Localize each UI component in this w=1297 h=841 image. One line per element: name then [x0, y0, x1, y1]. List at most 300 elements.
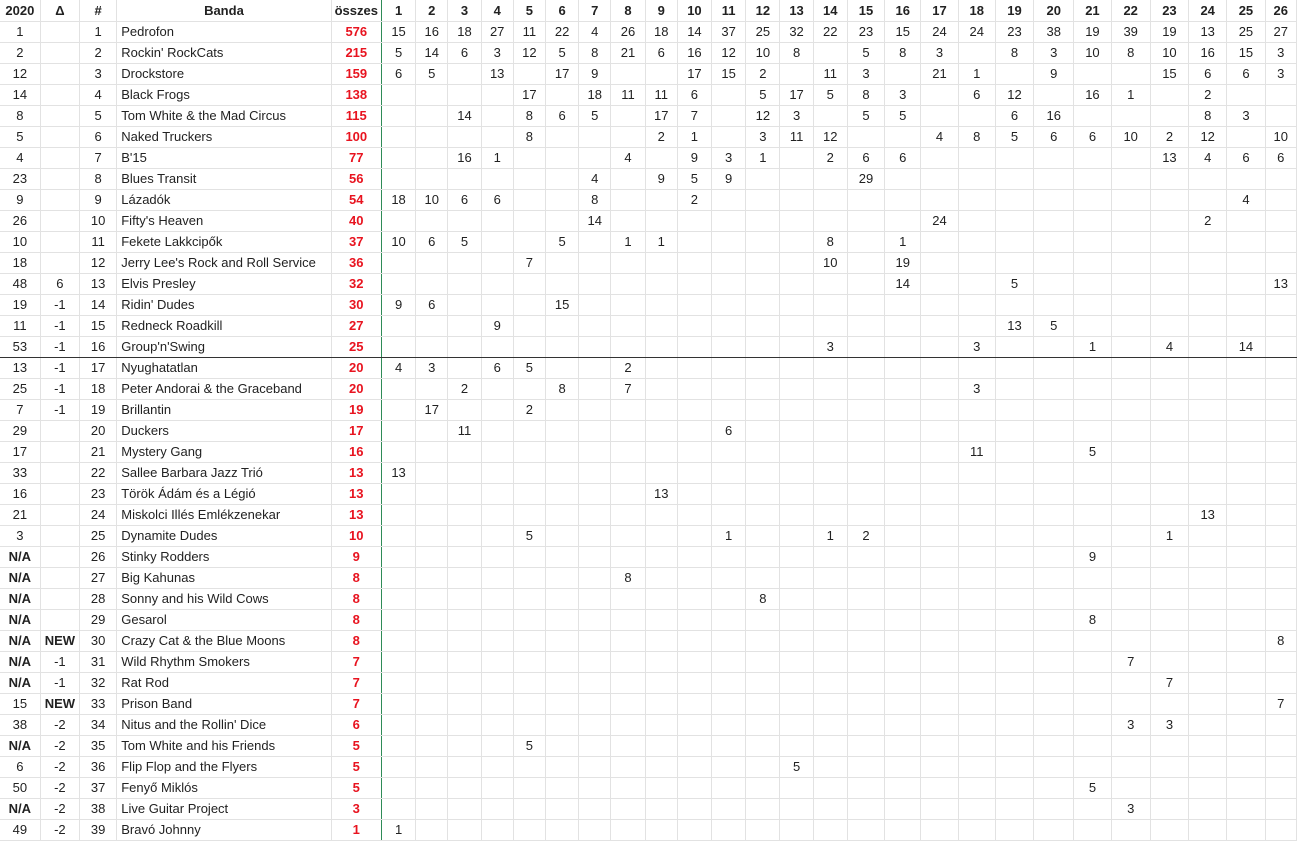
cell-round-8[interactable] [611, 295, 645, 316]
cell-round-23[interactable] [1150, 610, 1188, 631]
cell-round-2[interactable] [416, 715, 448, 736]
cell-round-23[interactable] [1150, 484, 1188, 505]
cell-round-11[interactable] [712, 715, 746, 736]
cell-rank[interactable]: 32 [80, 673, 117, 694]
cell-total[interactable]: 5 [331, 757, 381, 778]
cell-round-21[interactable]: 9 [1074, 547, 1111, 568]
cell-round-8[interactable] [611, 421, 645, 442]
cell-round-5[interactable]: 17 [513, 85, 545, 106]
cell-round-9[interactable] [645, 526, 677, 547]
cell-round-12[interactable] [746, 610, 780, 631]
cell-round-6[interactable] [545, 463, 578, 484]
cell-round-22[interactable] [1111, 505, 1150, 526]
header-round-7[interactable]: 7 [579, 0, 611, 22]
cell-round-8[interactable] [611, 652, 645, 673]
cell-round-1[interactable] [381, 757, 415, 778]
cell-round-8[interactable] [611, 253, 645, 274]
cell-round-21[interactable] [1074, 148, 1111, 169]
cell-round-10[interactable] [677, 547, 711, 568]
cell-band-name[interactable]: Elvis Presley [117, 274, 331, 295]
cell-round-7[interactable] [579, 736, 611, 757]
cell-round-8[interactable]: 7 [611, 379, 645, 400]
cell-round-7[interactable] [579, 358, 611, 379]
cell-band-name[interactable]: Jerry Lee's Rock and Roll Service [117, 253, 331, 274]
cell-round-11[interactable] [712, 547, 746, 568]
header-round-2[interactable]: 2 [416, 0, 448, 22]
cell-round-16[interactable]: 1 [885, 232, 921, 253]
cell-round-6[interactable]: 6 [545, 106, 578, 127]
cell-round-10[interactable] [677, 358, 711, 379]
cell-round-5[interactable] [513, 505, 545, 526]
cell-round-12[interactable] [746, 253, 780, 274]
cell-round-17[interactable] [921, 400, 958, 421]
cell-round-20[interactable] [1034, 778, 1074, 799]
cell-round-24[interactable] [1189, 547, 1227, 568]
cell-round-16[interactable] [885, 757, 921, 778]
cell-round-16[interactable] [885, 715, 921, 736]
cell-round-14[interactable]: 22 [813, 22, 847, 43]
cell-round-26[interactable]: 7 [1265, 694, 1296, 715]
cell-round-3[interactable] [448, 673, 481, 694]
cell-round-3[interactable] [448, 484, 481, 505]
cell-round-19[interactable]: 13 [995, 316, 1033, 337]
cell-2020[interactable]: 9 [0, 190, 40, 211]
cell-round-20[interactable] [1034, 505, 1074, 526]
cell-round-16[interactable]: 14 [885, 274, 921, 295]
cell-round-18[interactable] [958, 358, 995, 379]
cell-round-6[interactable] [545, 547, 578, 568]
cell-total[interactable]: 138 [331, 85, 381, 106]
cell-round-12[interactable]: 10 [746, 43, 780, 64]
cell-total[interactable]: 7 [331, 652, 381, 673]
cell-round-20[interactable] [1034, 547, 1074, 568]
cell-delta[interactable] [40, 22, 79, 43]
cell-round-19[interactable] [995, 400, 1033, 421]
cell-round-22[interactable]: 39 [1111, 22, 1150, 43]
cell-2020[interactable]: 29 [0, 421, 40, 442]
cell-round-4[interactable] [481, 169, 513, 190]
cell-round-14[interactable] [813, 400, 847, 421]
cell-round-23[interactable] [1150, 358, 1188, 379]
cell-round-17[interactable] [921, 190, 958, 211]
cell-round-22[interactable]: 10 [1111, 127, 1150, 148]
cell-round-3[interactable]: 18 [448, 22, 481, 43]
cell-round-16[interactable] [885, 190, 921, 211]
cell-round-5[interactable] [513, 652, 545, 673]
cell-band-name[interactable]: Nyughatatlan [117, 358, 331, 379]
cell-round-24[interactable] [1189, 232, 1227, 253]
cell-band-name[interactable]: Live Guitar Project [117, 799, 331, 820]
cell-round-23[interactable] [1150, 400, 1188, 421]
cell-round-11[interactable] [712, 295, 746, 316]
cell-round-14[interactable]: 11 [813, 64, 847, 85]
cell-round-11[interactable]: 9 [712, 169, 746, 190]
cell-round-20[interactable] [1034, 379, 1074, 400]
cell-round-25[interactable] [1227, 673, 1265, 694]
cell-round-12[interactable] [746, 232, 780, 253]
cell-round-24[interactable]: 12 [1189, 127, 1227, 148]
cell-round-4[interactable]: 3 [481, 43, 513, 64]
cell-round-13[interactable] [780, 253, 813, 274]
header-round-17[interactable]: 17 [921, 0, 958, 22]
cell-round-25[interactable]: 6 [1227, 64, 1265, 85]
cell-round-24[interactable] [1189, 757, 1227, 778]
cell-round-22[interactable]: 1 [1111, 85, 1150, 106]
cell-round-19[interactable]: 8 [995, 43, 1033, 64]
cell-round-4[interactable] [481, 673, 513, 694]
cell-round-18[interactable] [958, 736, 995, 757]
cell-round-7[interactable] [579, 820, 611, 841]
header-round-11[interactable]: 11 [712, 0, 746, 22]
cell-round-12[interactable] [746, 337, 780, 358]
cell-round-12[interactable] [746, 463, 780, 484]
cell-round-3[interactable] [448, 568, 481, 589]
cell-delta[interactable] [40, 484, 79, 505]
cell-rank[interactable]: 29 [80, 610, 117, 631]
cell-round-20[interactable] [1034, 358, 1074, 379]
cell-round-19[interactable] [995, 568, 1033, 589]
cell-round-17[interactable] [921, 106, 958, 127]
cell-round-21[interactable] [1074, 232, 1111, 253]
cell-round-7[interactable] [579, 694, 611, 715]
cell-round-10[interactable] [677, 757, 711, 778]
cell-round-9[interactable] [645, 295, 677, 316]
cell-round-15[interactable] [847, 568, 884, 589]
cell-round-26[interactable] [1265, 85, 1296, 106]
cell-round-4[interactable] [481, 106, 513, 127]
cell-round-19[interactable] [995, 757, 1033, 778]
cell-round-19[interactable] [995, 799, 1033, 820]
cell-round-24[interactable] [1189, 736, 1227, 757]
cell-round-14[interactable] [813, 274, 847, 295]
cell-round-9[interactable] [645, 547, 677, 568]
cell-2020[interactable]: 50 [0, 778, 40, 799]
cell-round-16[interactable] [885, 463, 921, 484]
cell-round-16[interactable]: 15 [885, 22, 921, 43]
cell-round-12[interactable] [746, 715, 780, 736]
cell-round-7[interactable]: 9 [579, 64, 611, 85]
cell-round-4[interactable]: 6 [481, 190, 513, 211]
cell-round-23[interactable]: 1 [1150, 526, 1188, 547]
cell-round-5[interactable] [513, 316, 545, 337]
cell-round-3[interactable] [448, 358, 481, 379]
cell-round-14[interactable] [813, 568, 847, 589]
header-round-16[interactable]: 16 [885, 0, 921, 22]
cell-round-23[interactable]: 13 [1150, 148, 1188, 169]
cell-round-4[interactable]: 6 [481, 358, 513, 379]
cell-delta[interactable] [40, 442, 79, 463]
cell-round-19[interactable] [995, 232, 1033, 253]
cell-round-24[interactable] [1189, 190, 1227, 211]
cell-round-6[interactable]: 5 [545, 43, 578, 64]
cell-2020[interactable]: 3 [0, 526, 40, 547]
cell-round-14[interactable] [813, 169, 847, 190]
cell-total[interactable]: 3 [331, 799, 381, 820]
cell-round-8[interactable] [611, 736, 645, 757]
cell-total[interactable]: 30 [331, 295, 381, 316]
cell-round-15[interactable] [847, 358, 884, 379]
cell-round-16[interactable]: 3 [885, 85, 921, 106]
cell-band-name[interactable]: Miskolci Illés Emlékzenekar [117, 505, 331, 526]
cell-round-1[interactable] [381, 148, 415, 169]
cell-round-18[interactable] [958, 169, 995, 190]
cell-round-24[interactable] [1189, 589, 1227, 610]
cell-delta[interactable]: -1 [40, 337, 79, 358]
cell-round-6[interactable] [545, 757, 578, 778]
cell-2020[interactable]: 8 [0, 106, 40, 127]
cell-band-name[interactable]: Naked Truckers [117, 127, 331, 148]
cell-round-24[interactable]: 4 [1189, 148, 1227, 169]
cell-round-19[interactable]: 5 [995, 274, 1033, 295]
cell-round-6[interactable] [545, 694, 578, 715]
cell-round-20[interactable] [1034, 232, 1074, 253]
cell-round-18[interactable]: 1 [958, 64, 995, 85]
cell-round-25[interactable] [1227, 799, 1265, 820]
cell-round-4[interactable] [481, 820, 513, 841]
cell-round-20[interactable] [1034, 715, 1074, 736]
cell-round-9[interactable]: 18 [645, 22, 677, 43]
cell-round-22[interactable] [1111, 484, 1150, 505]
cell-2020[interactable]: N/A [0, 589, 40, 610]
cell-round-12[interactable]: 1 [746, 148, 780, 169]
cell-round-25[interactable] [1227, 652, 1265, 673]
cell-round-21[interactable] [1074, 358, 1111, 379]
cell-round-8[interactable] [611, 610, 645, 631]
cell-round-8[interactable] [611, 757, 645, 778]
cell-round-15[interactable] [847, 463, 884, 484]
cell-round-17[interactable]: 3 [921, 43, 958, 64]
cell-round-20[interactable] [1034, 85, 1074, 106]
cell-round-4[interactable] [481, 379, 513, 400]
cell-round-1[interactable] [381, 568, 415, 589]
cell-delta[interactable] [40, 253, 79, 274]
cell-round-19[interactable] [995, 589, 1033, 610]
cell-round-23[interactable]: 4 [1150, 337, 1188, 358]
cell-round-22[interactable] [1111, 169, 1150, 190]
cell-round-13[interactable] [780, 232, 813, 253]
cell-round-23[interactable] [1150, 421, 1188, 442]
cell-round-17[interactable] [921, 232, 958, 253]
cell-round-19[interactable] [995, 526, 1033, 547]
cell-round-19[interactable] [995, 778, 1033, 799]
cell-round-12[interactable]: 25 [746, 22, 780, 43]
cell-round-12[interactable] [746, 421, 780, 442]
cell-round-26[interactable]: 3 [1265, 43, 1296, 64]
cell-round-8[interactable] [611, 337, 645, 358]
cell-round-5[interactable]: 5 [513, 526, 545, 547]
cell-round-22[interactable] [1111, 589, 1150, 610]
cell-round-3[interactable] [448, 652, 481, 673]
cell-round-25[interactable] [1227, 778, 1265, 799]
cell-round-6[interactable] [545, 652, 578, 673]
cell-round-16[interactable] [885, 505, 921, 526]
cell-round-17[interactable]: 4 [921, 127, 958, 148]
cell-round-5[interactable] [513, 547, 545, 568]
cell-round-3[interactable]: 14 [448, 106, 481, 127]
cell-round-8[interactable] [611, 694, 645, 715]
cell-round-1[interactable] [381, 652, 415, 673]
cell-round-1[interactable] [381, 736, 415, 757]
cell-2020[interactable]: N/A [0, 673, 40, 694]
cell-round-23[interactable] [1150, 778, 1188, 799]
cell-round-14[interactable] [813, 757, 847, 778]
cell-round-24[interactable] [1189, 799, 1227, 820]
cell-round-5[interactable] [513, 64, 545, 85]
cell-round-14[interactable] [813, 190, 847, 211]
cell-total[interactable]: 54 [331, 190, 381, 211]
cell-round-2[interactable] [416, 421, 448, 442]
cell-round-24[interactable]: 13 [1189, 22, 1227, 43]
cell-round-14[interactable]: 3 [813, 337, 847, 358]
cell-round-15[interactable] [847, 673, 884, 694]
cell-round-20[interactable] [1034, 253, 1074, 274]
cell-round-10[interactable] [677, 295, 711, 316]
cell-round-10[interactable] [677, 400, 711, 421]
cell-rank[interactable]: 11 [80, 232, 117, 253]
cell-round-7[interactable] [579, 421, 611, 442]
cell-round-26[interactable] [1265, 673, 1296, 694]
cell-round-4[interactable] [481, 274, 513, 295]
cell-round-1[interactable] [381, 169, 415, 190]
cell-round-16[interactable] [885, 295, 921, 316]
cell-round-16[interactable] [885, 631, 921, 652]
cell-round-23[interactable] [1150, 295, 1188, 316]
cell-round-5[interactable] [513, 232, 545, 253]
cell-round-9[interactable]: 2 [645, 127, 677, 148]
cell-round-3[interactable] [448, 463, 481, 484]
cell-total[interactable]: 10 [331, 526, 381, 547]
cell-round-7[interactable] [579, 316, 611, 337]
cell-round-17[interactable] [921, 526, 958, 547]
cell-round-19[interactable] [995, 148, 1033, 169]
cell-round-10[interactable] [677, 337, 711, 358]
cell-band-name[interactable]: Black Frogs [117, 85, 331, 106]
cell-total[interactable]: 5 [331, 778, 381, 799]
cell-band-name[interactable]: Mystery Gang [117, 442, 331, 463]
cell-round-22[interactable] [1111, 232, 1150, 253]
cell-round-14[interactable] [813, 547, 847, 568]
cell-round-12[interactable]: 2 [746, 64, 780, 85]
cell-round-2[interactable] [416, 85, 448, 106]
cell-round-25[interactable] [1227, 736, 1265, 757]
cell-round-3[interactable] [448, 253, 481, 274]
cell-round-20[interactable] [1034, 631, 1074, 652]
cell-round-15[interactable] [847, 778, 884, 799]
cell-round-4[interactable] [481, 463, 513, 484]
cell-round-22[interactable] [1111, 568, 1150, 589]
cell-delta[interactable]: -1 [40, 379, 79, 400]
cell-round-17[interactable] [921, 484, 958, 505]
cell-round-21[interactable] [1074, 631, 1111, 652]
cell-round-9[interactable] [645, 568, 677, 589]
cell-round-15[interactable]: 5 [847, 43, 884, 64]
cell-round-17[interactable] [921, 379, 958, 400]
cell-round-10[interactable]: 2 [677, 190, 711, 211]
cell-delta[interactable] [40, 85, 79, 106]
cell-round-13[interactable] [780, 64, 813, 85]
cell-round-16[interactable] [885, 694, 921, 715]
cell-round-13[interactable] [780, 421, 813, 442]
cell-round-18[interactable] [958, 274, 995, 295]
cell-round-12[interactable] [746, 631, 780, 652]
cell-round-4[interactable] [481, 568, 513, 589]
cell-delta[interactable] [40, 106, 79, 127]
cell-round-14[interactable] [813, 589, 847, 610]
cell-round-7[interactable] [579, 673, 611, 694]
cell-round-18[interactable] [958, 715, 995, 736]
cell-band-name[interactable]: Rockin' RockCats [117, 43, 331, 64]
cell-round-7[interactable] [579, 757, 611, 778]
cell-round-18[interactable] [958, 652, 995, 673]
cell-round-25[interactable] [1227, 568, 1265, 589]
cell-2020[interactable]: 7 [0, 400, 40, 421]
cell-round-6[interactable] [545, 484, 578, 505]
cell-round-2[interactable] [416, 778, 448, 799]
cell-round-16[interactable] [885, 820, 921, 841]
cell-round-19[interactable] [995, 421, 1033, 442]
cell-round-2[interactable] [416, 736, 448, 757]
cell-round-13[interactable] [780, 694, 813, 715]
cell-round-10[interactable] [677, 505, 711, 526]
cell-round-10[interactable] [677, 694, 711, 715]
cell-round-11[interactable] [712, 232, 746, 253]
cell-delta[interactable] [40, 232, 79, 253]
cell-band-name[interactable]: Bravó Johnny [117, 820, 331, 841]
cell-round-10[interactable] [677, 610, 711, 631]
cell-band-name[interactable]: Pedrofon [117, 22, 331, 43]
cell-round-6[interactable] [545, 211, 578, 232]
cell-round-3[interactable] [448, 715, 481, 736]
cell-round-12[interactable] [746, 736, 780, 757]
cell-round-6[interactable] [545, 778, 578, 799]
cell-delta[interactable]: -1 [40, 400, 79, 421]
cell-round-20[interactable] [1034, 211, 1074, 232]
cell-round-13[interactable]: 8 [780, 43, 813, 64]
cell-round-23[interactable] [1150, 820, 1188, 841]
cell-round-19[interactable] [995, 547, 1033, 568]
cell-round-12[interactable] [746, 526, 780, 547]
cell-2020[interactable]: 48 [0, 274, 40, 295]
cell-round-19[interactable] [995, 736, 1033, 757]
cell-band-name[interactable]: Dynamite Dudes [117, 526, 331, 547]
cell-round-15[interactable] [847, 442, 884, 463]
cell-round-8[interactable] [611, 211, 645, 232]
cell-total[interactable]: 215 [331, 43, 381, 64]
cell-round-19[interactable] [995, 715, 1033, 736]
cell-round-18[interactable] [958, 148, 995, 169]
cell-round-24[interactable] [1189, 673, 1227, 694]
cell-round-11[interactable] [712, 85, 746, 106]
cell-round-15[interactable] [847, 610, 884, 631]
cell-round-5[interactable] [513, 799, 545, 820]
cell-delta[interactable]: -1 [40, 316, 79, 337]
cell-round-17[interactable] [921, 85, 958, 106]
header-round-12[interactable]: 12 [746, 0, 780, 22]
cell-round-13[interactable] [780, 652, 813, 673]
cell-round-25[interactable] [1227, 820, 1265, 841]
cell-round-26[interactable] [1265, 442, 1296, 463]
cell-total[interactable]: 6 [331, 715, 381, 736]
cell-round-18[interactable] [958, 190, 995, 211]
cell-round-6[interactable] [545, 610, 578, 631]
cell-total[interactable]: 40 [331, 211, 381, 232]
cell-round-5[interactable] [513, 421, 545, 442]
cell-round-14[interactable]: 10 [813, 253, 847, 274]
cell-round-11[interactable]: 15 [712, 64, 746, 85]
cell-round-1[interactable]: 15 [381, 22, 415, 43]
cell-round-18[interactable]: 24 [958, 22, 995, 43]
cell-round-12[interactable] [746, 442, 780, 463]
